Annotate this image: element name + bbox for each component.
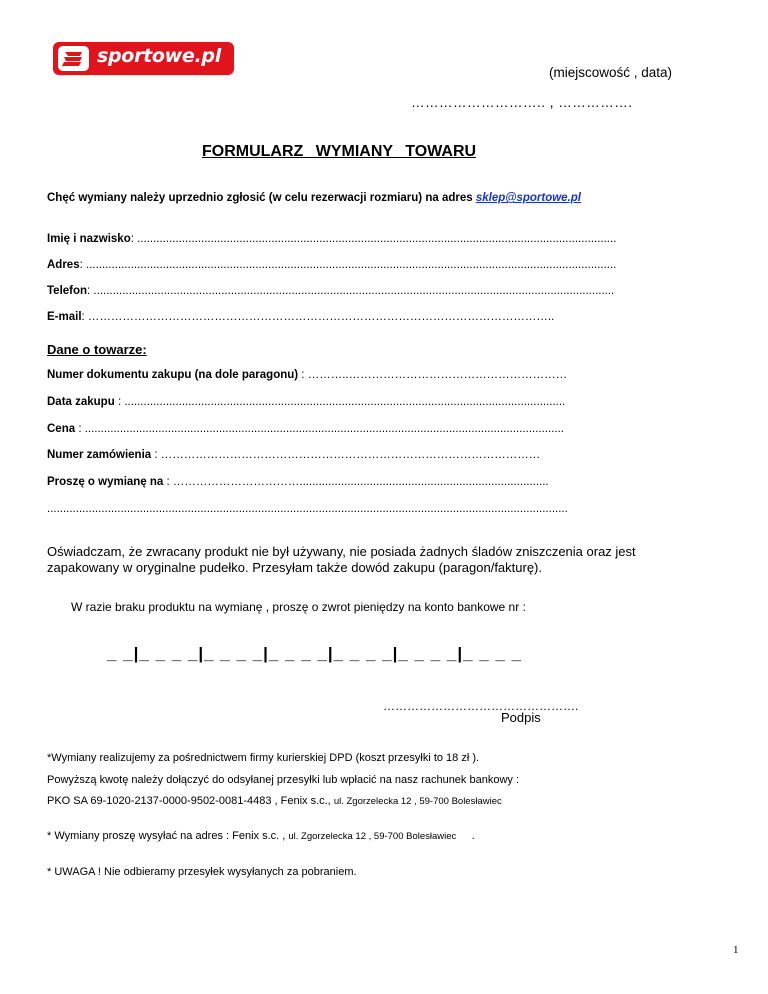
- logo: [53, 42, 234, 75]
- receipt-number-field[interactable]: Numer dokumentu zakupu (na dole paragonu) : ………..…………………………………………………: [47, 369, 568, 381]
- dpd-note: *Wymiany realizujemy za pośrednictwem firmy kurierskiej DPD (koszt przesyłki to 18 zł ).: [47, 752, 480, 764]
- signature-label: Podpis: [501, 710, 541, 725]
- email-link[interactable]: sklep@sportowe.pl: [475, 192, 581, 204]
- logo-text: sportowe.pl: [97, 45, 221, 67]
- place-date-field[interactable]: ……………………….. , …………….: [411, 95, 633, 110]
- form-title: FORMULARZ WYMIANY TOWARU: [202, 143, 477, 160]
- intro-text: Chęć wymiany należy uprzednio zgłosić (w celu rezerwacji rozmiaru) na adres sklep@sportowe.pl: [47, 192, 581, 204]
- payment-note: Powyższą kwotę należy dołączyć do odsyłanej przesyłki lub wpłacić na nasz rachunek bankowy :: [47, 774, 520, 786]
- purchase-date-field[interactable]: Data zakupu : ..........................................................................................................................................: [47, 396, 566, 408]
- email-field[interactable]: E-mail: …………………………………………………………………………………………………………..: [47, 311, 555, 323]
- send-address-note: * Wymiany proszę wysyłać na adres : Fenix s.c. , ul. Zgorzelecka 12 , 59-700 Bolesławiec .: [47, 830, 475, 842]
- phone-field[interactable]: Telefon: ...................................................................................................................................................................: [47, 285, 615, 297]
- sportowe-logo-icon: [58, 46, 89, 71]
- order-number-field[interactable]: Numer zamówienia : ………………………………………………………………………………………: [47, 449, 541, 461]
- exchange-for-field[interactable]: Proszę o wymianę na : ……………………………..............................................................................: [47, 476, 549, 488]
- warning-note: * UWAGA ! Nie odbieramy przesyłek wysyłanych za pobraniem.: [47, 866, 357, 878]
- refund-text: W razie braku produktu na wymianę , proszę o zwrot pieniędzy na konto bankowe nr :: [71, 600, 526, 614]
- exchange-extra-line[interactable]: ...................................................................................................................................................................: [47, 503, 568, 515]
- bank-account-note: PKO SA 69-1020-2137-0000-9502-0081-4483 , Fenix s.c., ul. Zgorzelecka 12 , 59-700 Bolesławiec: [47, 795, 502, 807]
- address-field[interactable]: Adres: ......................................................................................................................................................................: [47, 259, 617, 271]
- signature-field[interactable]: ………………………………………….: [383, 699, 579, 713]
- page-number: 1: [733, 944, 739, 956]
- place-date-label: (miejscowość , data): [549, 65, 673, 80]
- name-field[interactable]: Imię i nazwisko: ......................................................................................................................................................: [47, 233, 617, 245]
- declaration-text: Oświadczam, że zwracany produkt nie był używany, nie posiada żadnych śladów zniszczenia oraz jest zapakowany w oryginalne pudełko. Przesyłam także dowód zakupu (paragon/fakturę).: [47, 544, 636, 575]
- price-field[interactable]: Cena : ......................................................................................................................................................: [47, 423, 564, 435]
- section-title: Dane o towarze:: [47, 342, 147, 357]
- bank-account-field[interactable]: _ _|_ _ _ _|_ _ _ _|_ _ _ _|_ _ _ _|_ _ _ _|_ _ _ _: [107, 644, 523, 663]
